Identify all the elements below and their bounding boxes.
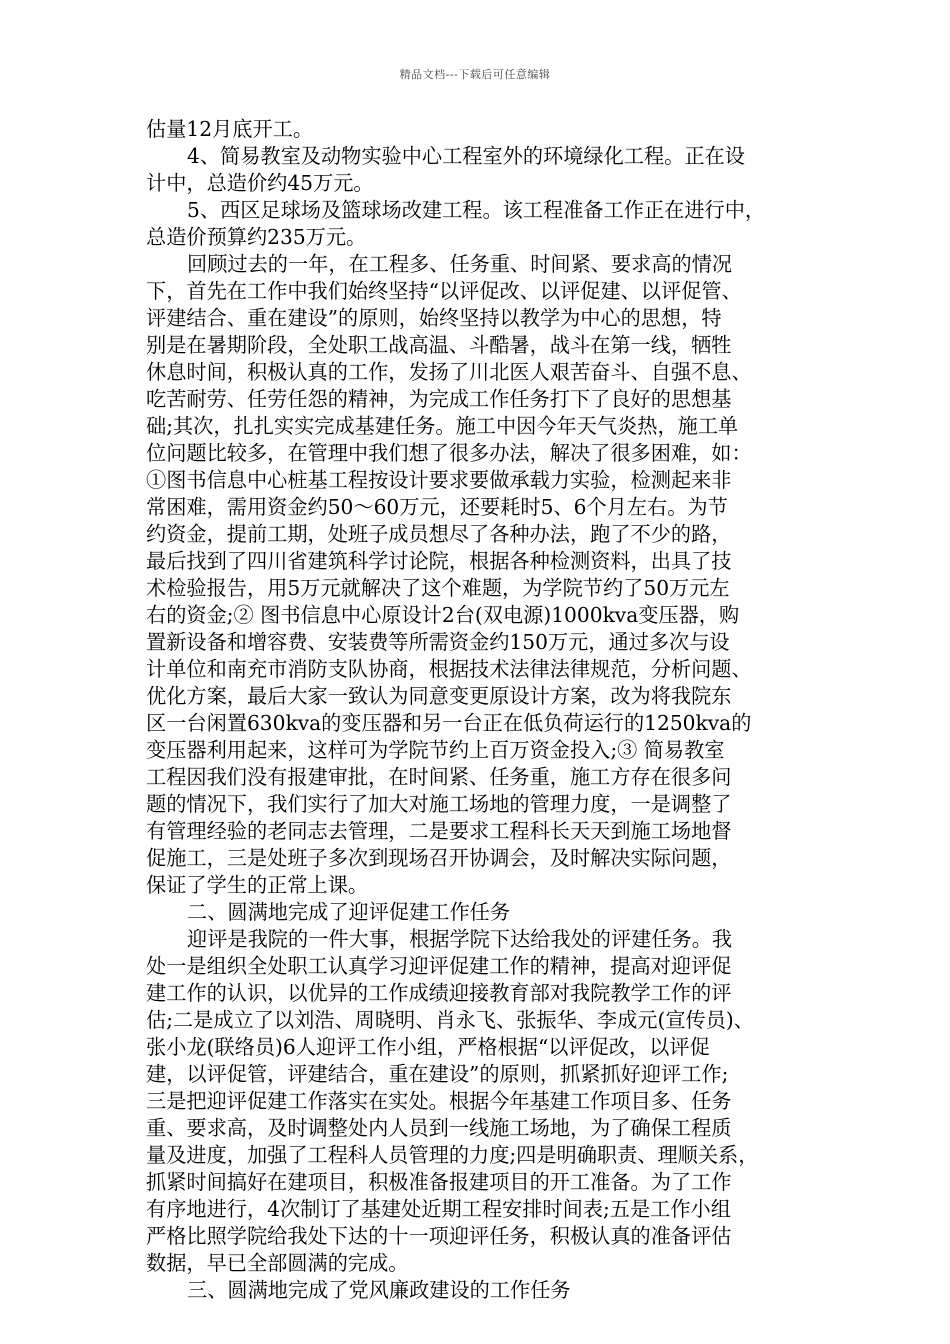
text-line: 有序地进行，4次制订了基建处近期工程安排时间表;五是工作小组 (146, 1197, 731, 1221)
text-line: 建，以评促管，评建结合，重在建设”的原则，抓紧抓好迎评工作; (146, 1062, 729, 1086)
text-line: 5、西区足球场及篮球场改建工程。该工程准备工作正在进行中， (187, 198, 766, 222)
text-line: 总造价预算约235万元。 (146, 225, 367, 249)
text-line: 迎评是我院的一件大事，根据学院下达给我处的评建任务。我 (187, 927, 733, 951)
text-line: 变压器利用起来，这样可为学院节约上百万资金投入;③ 简易教室 (146, 738, 725, 762)
text-line: 位问题比较多，在管理中我们想了很多办法，解决了很多困难，如： (146, 441, 752, 465)
text-line: 休息时间，积极认真的工作，发扬了川北医人艰苦奋斗、自强不息、 (146, 360, 752, 384)
text-line: 工程因我们没有报建审批，在时间紧、任务重，施工方存在很多问 (146, 765, 732, 789)
text-line: 量及进度，加强了工程科人员管理的力度;四是明确职责、理顺关系， (146, 1143, 759, 1167)
text-line: 三是把迎评促建工作落实在实处。根据今年基建工作项目多、任务 (146, 1089, 732, 1113)
text-line: 4、简易教室及动物实验中心工程室外的环境绿化工程。正在设 (187, 144, 745, 168)
text-line: 吃苦耐劳、任劳任怨的精神，为完成工作任务打下了良好的思想基 (146, 387, 732, 411)
text-line: 严格比照学院给我处下达的十一项迎评任务，积极认真的准备评估 (146, 1224, 732, 1248)
text-line: 张小龙(联络员)6人迎评工作小组，严格根据“以评促改，以评促 (146, 1035, 710, 1059)
text-line: 右的资金;② 图书信息中心原设计2台(双电源)1000kva变压器，购 (146, 603, 740, 627)
text-line: 最后找到了四川省建筑科学讨论院，根据各种检测资料，出具了技 (146, 549, 732, 573)
text-line: 估;二是成立了以刘浩、周晓明、肖永飞、张振华、李成元(宣传员)、 (146, 1008, 754, 1032)
text-line: 优化方案，最后大家一致认为同意变更原设计方案，改为将我院东 (146, 684, 732, 708)
text-line: 置新设备和增容费、安装费等所需资金约150万元，通过多次与设 (146, 630, 730, 654)
text-line: 数据，早已全部圆满的完成。 (146, 1251, 409, 1275)
text-line: 常困难，需用资金约50～60万元，还要耗时5、6个月左右。为节 (146, 495, 728, 519)
document-body (146, 116, 824, 1304)
text-line: 术检验报告，用5万元就解决了这个难题，为学院节约了50万元左 (146, 576, 730, 600)
text-line: 重、要求高，及时调整处内人员到一线施工场地，为了确保工程质 (146, 1116, 732, 1140)
text-line: 础;其次，扎扎实实完成基建任务。施工中因今年天气炎热，施工单 (146, 414, 739, 438)
page-header: 精品文档---下载后可任意编辑 (399, 68, 551, 81)
text-line: 回顾过去的一年，在工程多、任务重、时间紧、要求高的情况 (187, 252, 733, 276)
text-line: ①图书信息中心桩基工程按设计要求要做承载力实验，检测起来非 (146, 468, 732, 492)
text-line: 估量12月底开工。 (146, 117, 314, 141)
text-line: 计单位和南充市消防支队协商，根据技术法律法律规范，分析问题、 (146, 657, 752, 681)
text-line: 二、圆满地完成了迎评促建工作任务 (187, 900, 511, 924)
text-line: 下，首先在工作中我们始终坚持“以评促改、以评促建、以评促管、 (146, 279, 742, 303)
text-line: 计中，总造价约45万元。 (146, 171, 374, 195)
text-line: 约资金，提前工期，处班子成员想尽了各种办法，跑了不少的路， (146, 522, 732, 546)
text-line: 有管理经验的老同志去管理，二是要求工程科长天天到施工场地督 (146, 819, 732, 843)
text-line: 别是在暑期阶段，全处职工战高温、斗酷暑，战斗在第一线，牺牲 (146, 333, 732, 357)
text-line: 抓紧时间搞好在建项目，积极准备报建项目的开工准备。为了工作 (146, 1170, 732, 1194)
text-line: 促施工，三是处班子多次到现场召开协调会，及时解决实际问题， (146, 846, 732, 870)
text-line: 评建结合、重在建设”的原则，始终坚持以教学为中心的思想，特 (146, 306, 722, 330)
text-line: 处一是组织全处职工认真学习迎评促建工作的精神，提高对迎评促 (146, 954, 732, 978)
text-line: 建工作的认识，以优异的工作成绩迎接教育部对我院教学工作的评 (146, 981, 732, 1005)
text-line: 保证了学生的正常上课。 (146, 873, 369, 897)
text-line: 题的情况下，我们实行了加大对施工场地的管理力度，一是调整了 (146, 792, 732, 816)
text-line: 区一台闲置630kva的变压器和另一台正在低负荷运行的1250kva的 (146, 711, 752, 735)
text-line: 三、圆满地完成了党风廉政建设的工作任务 (187, 1278, 571, 1302)
